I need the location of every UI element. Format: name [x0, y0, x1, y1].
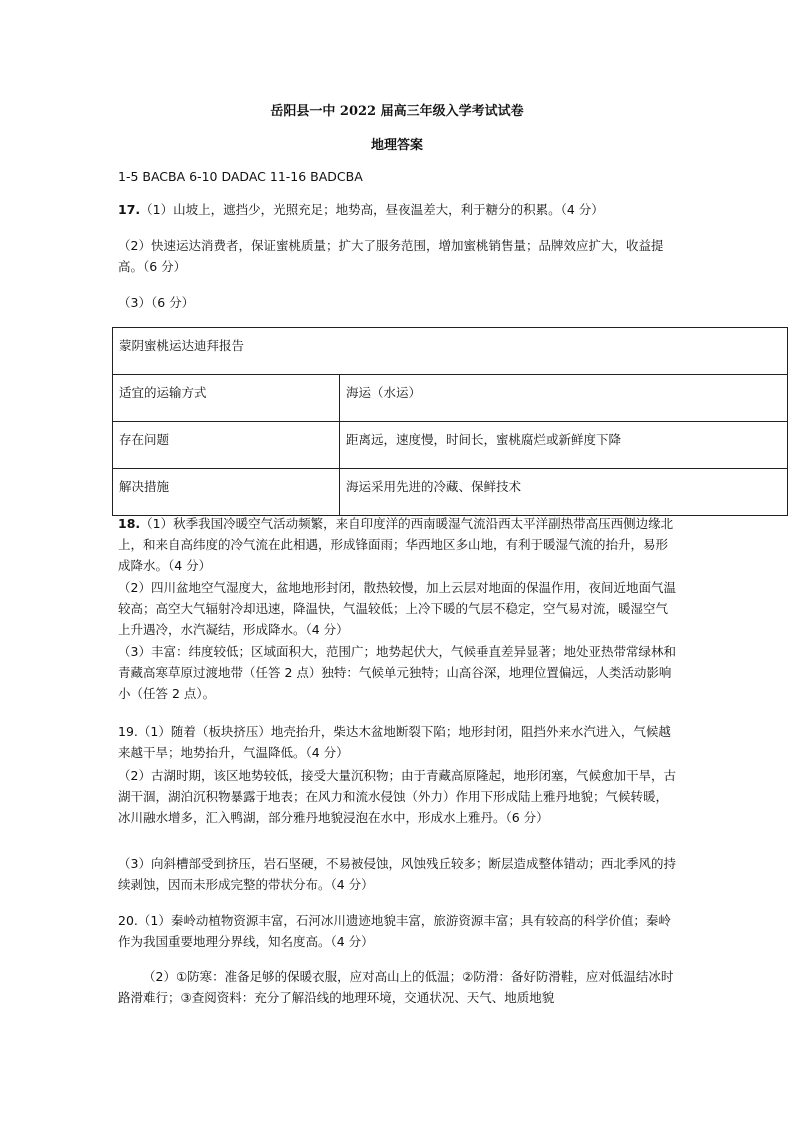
q18-part3: （3）丰富：纬度较低；区域面积大，范围广；地势起伏大，气候垂直差异显著；地处亚热带常绿林和青藏高寒草原过渡地带（任答 2 点）独特：气候单元独特；山高谷深，地理位置偏远，人类活动影响小（任答 2 点）。	[118, 644, 676, 701]
q20-part1: 20.（1）秦岭动植物资源丰富，石河冰川遗迹地貌丰富，旅游资源丰富；具有较高的科学价值；秦岭作为我国重要地理分界线，知名度高。（4 分）	[118, 913, 671, 949]
q18-number: 18.	[118, 516, 141, 531]
q17-part1: 17.（1）山坡上，遮挡少，光照充足；地势高，昼夜温差大，利于糖分的积累。（4 分）	[118, 202, 604, 217]
row-label: 存在问题	[113, 422, 340, 469]
q19-part3: （3）向斜槽部受到挤压，岩石坚硬，不易被侵蚀，风蚀残丘较多；断层造成整体错动；西北季风的持续剥蚀，因而未形成完整的带状分布。（4 分）	[118, 856, 676, 892]
report-table	[112, 327, 788, 516]
table-row	[113, 375, 788, 422]
q17-part2: （2）快速运达消费者，保证蜜桃质量；扩大了服务范围，增加蜜桃销售量；品牌效应扩大，收益提高。（6 分）	[118, 238, 664, 274]
row-label: 适宜的运输方式	[113, 375, 340, 422]
q18-part2: （2）四川盆地空气湿度大，盆地地形封闭，散热较慢，加上云层对地面的保温作用，夜间近地面气温较高；高空大气辐射冷却迅速，降温快，气温较低；上冷下暖的气层不稳定，空气易对流，暖湿空气上升遇冷，水汽凝结，形成降水。（4 分）	[118, 580, 676, 637]
row-label: 解决措施	[113, 469, 340, 516]
doc-title: 岳阳县一中 2022 届高三年级入学考试试卷	[270, 104, 524, 119]
row-value: 海运采用先进的冷藏、保鲜技术	[340, 469, 788, 516]
q20-part2: （2）①防寒：准备足够的保暖衣服，应对高山上的低温；②防滑：备好防滑鞋，应对低温结冰时路滑难行；③查阅资料：充分了解沿线的地理环境，交通状况、天气、地质地貌	[118, 969, 674, 1005]
row-value: 距离远，速度慢，时间长，蜜桃腐烂或新鲜度下降	[340, 422, 788, 469]
doc-subtitle: 地理答案	[370, 138, 423, 153]
report-table-header: 蒙阴蜜桃运达迪拜报告	[113, 328, 788, 375]
row-value: 海运（水运）	[340, 375, 788, 422]
answer-key-line: 1-5 BACBA 6-10 DADAC 11-16 BADCBA	[118, 169, 363, 184]
table-row	[113, 422, 788, 469]
q19-part2: （2）古湖时期，该区地势较低，接受大量沉积物；由于青藏高原隆起，地形闭塞，气候愈加干旱，古湖干涸，湖泊沉积物暴露于地表；在风力和流水侵蚀（外力）作用下形成陆上雅丹地貌；气候转暖，冰川融水增多，汇入鸭湖，部分雅丹地貌浸泡在水中，形成水上雅丹。（6 分）	[118, 768, 676, 825]
q17-part3: （3）（6 分）	[118, 295, 195, 310]
q18-part1: 18.（1）秋季我国冷暖空气活动频繁，来自印度洋的西南暖湿气流沿西太平洋副热带高压西侧边缘北上，和来自高纬度的冷气流在此相遇，形成锋面雨；华西地区多山地，有利于暖湿气流的抬升，易形成降水。（4 分）	[118, 516, 674, 573]
q19-part1: 19.（1）随着（板块挤压）地壳抬升，柴达木盆地断裂下陷；地形封闭，阻挡外来水汽进入，气候越来越干旱；地势抬升，气温降低。（4 分）	[118, 724, 671, 760]
q17-number: 17.	[118, 202, 141, 217]
table-row	[113, 469, 788, 516]
